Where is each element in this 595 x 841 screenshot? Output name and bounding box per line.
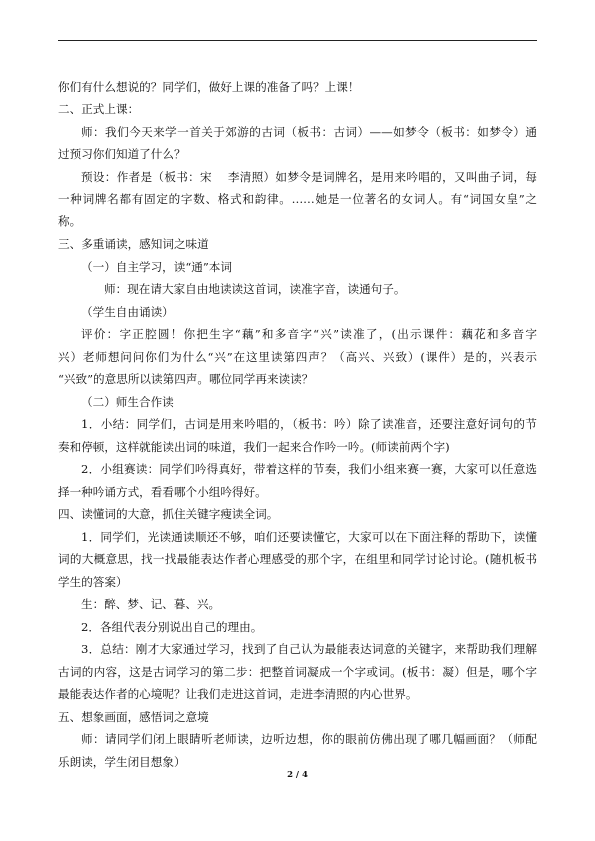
- text-line: 师：请同学们闭上眼睛听老师读，边听边想，你的眼前仿佛出现了哪几幅画面？（师配: [81, 732, 537, 746]
- text-line: 乐朗读，学生闭目想象）: [58, 755, 186, 769]
- header-rule: [58, 40, 537, 41]
- text-line: 2．小组赛读：同学们吟得真好，带着这样的节奏，我们小组来赛一赛，大家可以任意选: [81, 462, 537, 476]
- text-line: （二）师生合作读: [81, 395, 174, 409]
- text-line: 3．总结：刚才大家通过学习，找到了自己认为最能表达词意的关键字，来帮助我们理解: [81, 642, 537, 656]
- text-line: 2．各组代表分别说出自己的理由。: [81, 620, 263, 634]
- text-line: 过预习你们知道了什么？: [58, 147, 186, 161]
- text-line: 1．小结：同学们，古词是用来吟唱的，（板书：吟）除了读准音，还要注意好词句的节: [81, 417, 537, 431]
- text-line: 五、想象画面，感悟词之意境: [58, 710, 209, 724]
- text-line: 择一种吟诵方式，看看哪个小组吟得好。: [58, 485, 267, 499]
- text-line: 师：现在请大家自由地读读这首词，读准字音，读通句子。: [104, 282, 406, 296]
- text-line: 生：醉、梦、记、暮、兴。: [81, 597, 221, 611]
- text-line: 兴）老师想问问你们为什么“兴”在这里读第四声？（高兴、兴致）(课件）是的，兴表示: [58, 350, 537, 364]
- text-line: 预设：作者是（板书：宋 李清照）如梦令是词牌名，是用来吟唱的，又叫曲子词，每: [81, 170, 537, 184]
- text-line: 1．同学们，光读通读顺还不够，咱们还要读懂它，大家可以在下面注释的帮助下，读懂: [81, 530, 537, 544]
- text-line: 最能表达作者的心境呢？让我们走进这首词，走进李清照的内心世界。: [58, 687, 418, 701]
- text-line: 一种词牌名都有固定的字数、格式和韵律。……她是一位著名的女词人。有“词国女皇”之: [58, 192, 537, 206]
- text-line: 古词的内容，这是古词学习的第二步：把整首词凝成一个字或词。(板书：凝）但是，哪个字: [58, 665, 537, 679]
- text-line: 二、正式上课：: [58, 102, 140, 116]
- text-line: 三、多重诵读，感知词之味道: [58, 237, 209, 251]
- text-line: 师：我们今天来学一首关于郊游的古词（板书：古词）——如梦令（板书：如梦令）通: [81, 125, 537, 139]
- text-line: 四、读懂词的大意，抓住关键字瘦读全词。: [58, 507, 279, 521]
- text-line: （学生自由诵读）: [81, 305, 174, 319]
- text-line: 学生的答案）: [58, 575, 128, 589]
- text-line: “兴致”的意思所以读第四声。哪位同学再来读读？: [58, 372, 314, 386]
- text-line: 称。: [58, 214, 82, 228]
- text-line: （一）自主学习，读“通”本词: [81, 260, 232, 274]
- text-line: 评价：字正腔圆！你把生字“藕”和多音字“兴”读准了，(出示课件：藕花和多音字: [81, 327, 537, 341]
- text-line: 你们有什么想说的？同学们，做好上课的准备了吗？上课！: [58, 80, 360, 94]
- text-line: 词的大概意思，找一找最能表达作者心理感受的那个字，在组里和同学讨论讨论。(随机板书: [58, 552, 537, 566]
- text-line: 奏和停顿，这样就能读出词的味道，我们一起来合作吟一吟。(师读前两个字): [58, 440, 450, 454]
- page-number: 2 / 4: [287, 770, 308, 780]
